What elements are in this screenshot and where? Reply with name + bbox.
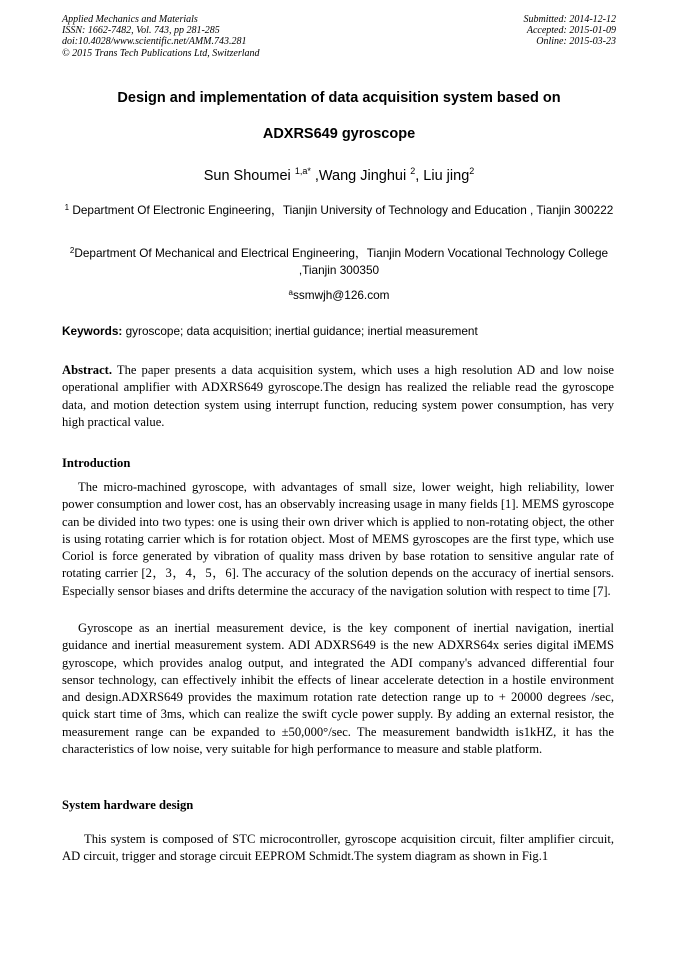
affiliation-2-text: Department Of Mechanical and Electrical Engineering，Tianjin Modern Vocational Technology College ,Tianjin 300350 [74,246,609,277]
affiliation-2 [62,245,616,279]
email-marker: a [288,288,293,297]
author-2-name: ,Wang Jinghui [310,168,411,184]
section-heading-introduction: Introduction [62,456,131,470]
accepted-date: Accepted: 2015-01-09 [526,25,616,37]
author-3-affiliation: 2 [469,166,475,176]
abstract [62,362,614,431]
journal-info [62,14,260,59]
section-heading-hardware: System hardware design [62,798,194,812]
author-1-name: Sun Shoumei [203,168,295,184]
author-1-affiliation: 1,a* [294,166,311,176]
publication-dates [524,14,617,48]
paper-title-line-2: ADXRS649 gyroscope [262,126,416,142]
affiliation-1 [62,202,616,219]
abstract-text: The paper presents a data acquisition system, which uses a high resolution AD and low noise operational amplifier with ADXRS649 gyroscope.The design has realized the reliable read the gyroscope data, and motion detection system using interrupt function, reducing system power consumption, has very high practical value. [62,363,614,429]
introduction-paragraph-1: The micro-machined gyroscope, with advantages of small size, lower weight, high reliability, lower power consumption and lower cost, has an observably increasing usage in many fields [1]. MEMS gyroscope can be divided into two types: one is using their own driver which is applied to non-rotating object, the other is using rotating carrier which is for rotation object. Most of MEMS gyroscopes are the first type, which use Coriol is force generated by vibration of quality mass driven by base rotation to sensitive angular rate of rotating carrier [2，3，4，5，6]. The accuracy of the solution depends on the accuracy of inertial sensors. Especially sensor biases and drifts determine the accuracy of the navigation solution with respect to time [7]. [62,480,614,598]
journal-name: Applied Mechanics and Materials [62,14,198,25]
keywords-text: gyroscope; data acquisition; inertial guidance; inertial measurement [122,324,478,338]
corresponding-email [62,287,616,304]
affiliation-2-marker: 2 [69,246,75,255]
keywords-label: Keywords: [62,324,123,338]
paper-title-line-1: Design and implementation of data acquisition system based on [117,90,561,106]
affiliation-1-text: Department Of Electronic Engineering，Tianjin University of Technology and Education , Tianjin 300222 [69,203,614,217]
author-2-affiliation: 2 [410,166,416,176]
submitted-date: Submitted: 2014-12-12 [523,14,616,25]
email-address: ssmwjh@126.com [292,288,390,302]
hardware-paragraph-1: This system is composed of STC microcontroller, gyroscope acquisition circuit, filter amplifier circuit, AD circuit, trigger and storage circuit EEPROM Schmidt.The system diagram as shown in Fig.1 [62,832,614,864]
copyright-notice: © 2015 Trans Tech Publications Ltd, Switzerland [62,47,260,59]
author-list [40,168,638,184]
online-date: Online: 2015-03-23 [536,36,616,48]
journal-doi: doi:10.4028/www.scientific.net/AMM.743.281 [62,36,247,48]
author-3-name: , Liu jing [415,168,470,184]
affiliation-1-marker: 1 [64,203,70,212]
abstract-label: Abstract. [62,363,113,377]
introduction-paragraph-2: Gyroscope as an inertial measurement device, is the key component of inertial navigation, inertial guidance and inertial measurement system. ADI ADXRS649 is the new ADXRS64x series digital iMEMS gyroscope, which provides analog output, and integrated the ADI company's advanced differential four sensor technology, can effectively inhibit the effects of linear accelerate detection in a hostile environment and design.ADXRS649 provides the maximum rotation rate detection range up to + 20000 degrees /sec, quick start time of 3ms, which can realize the swift cycle power supply. By adding an external resistor, the measurement range can be expanded to ±50,000°/sec. The measurement bandwidth is1kHZ, it has the characteristics of low noise, very suitable for high performance to measure and stable platform. [62,621,614,757]
journal-issn: ISSN: 1662-7482, Vol. 743, pp 281-285 [62,25,220,37]
keywords [62,324,616,338]
